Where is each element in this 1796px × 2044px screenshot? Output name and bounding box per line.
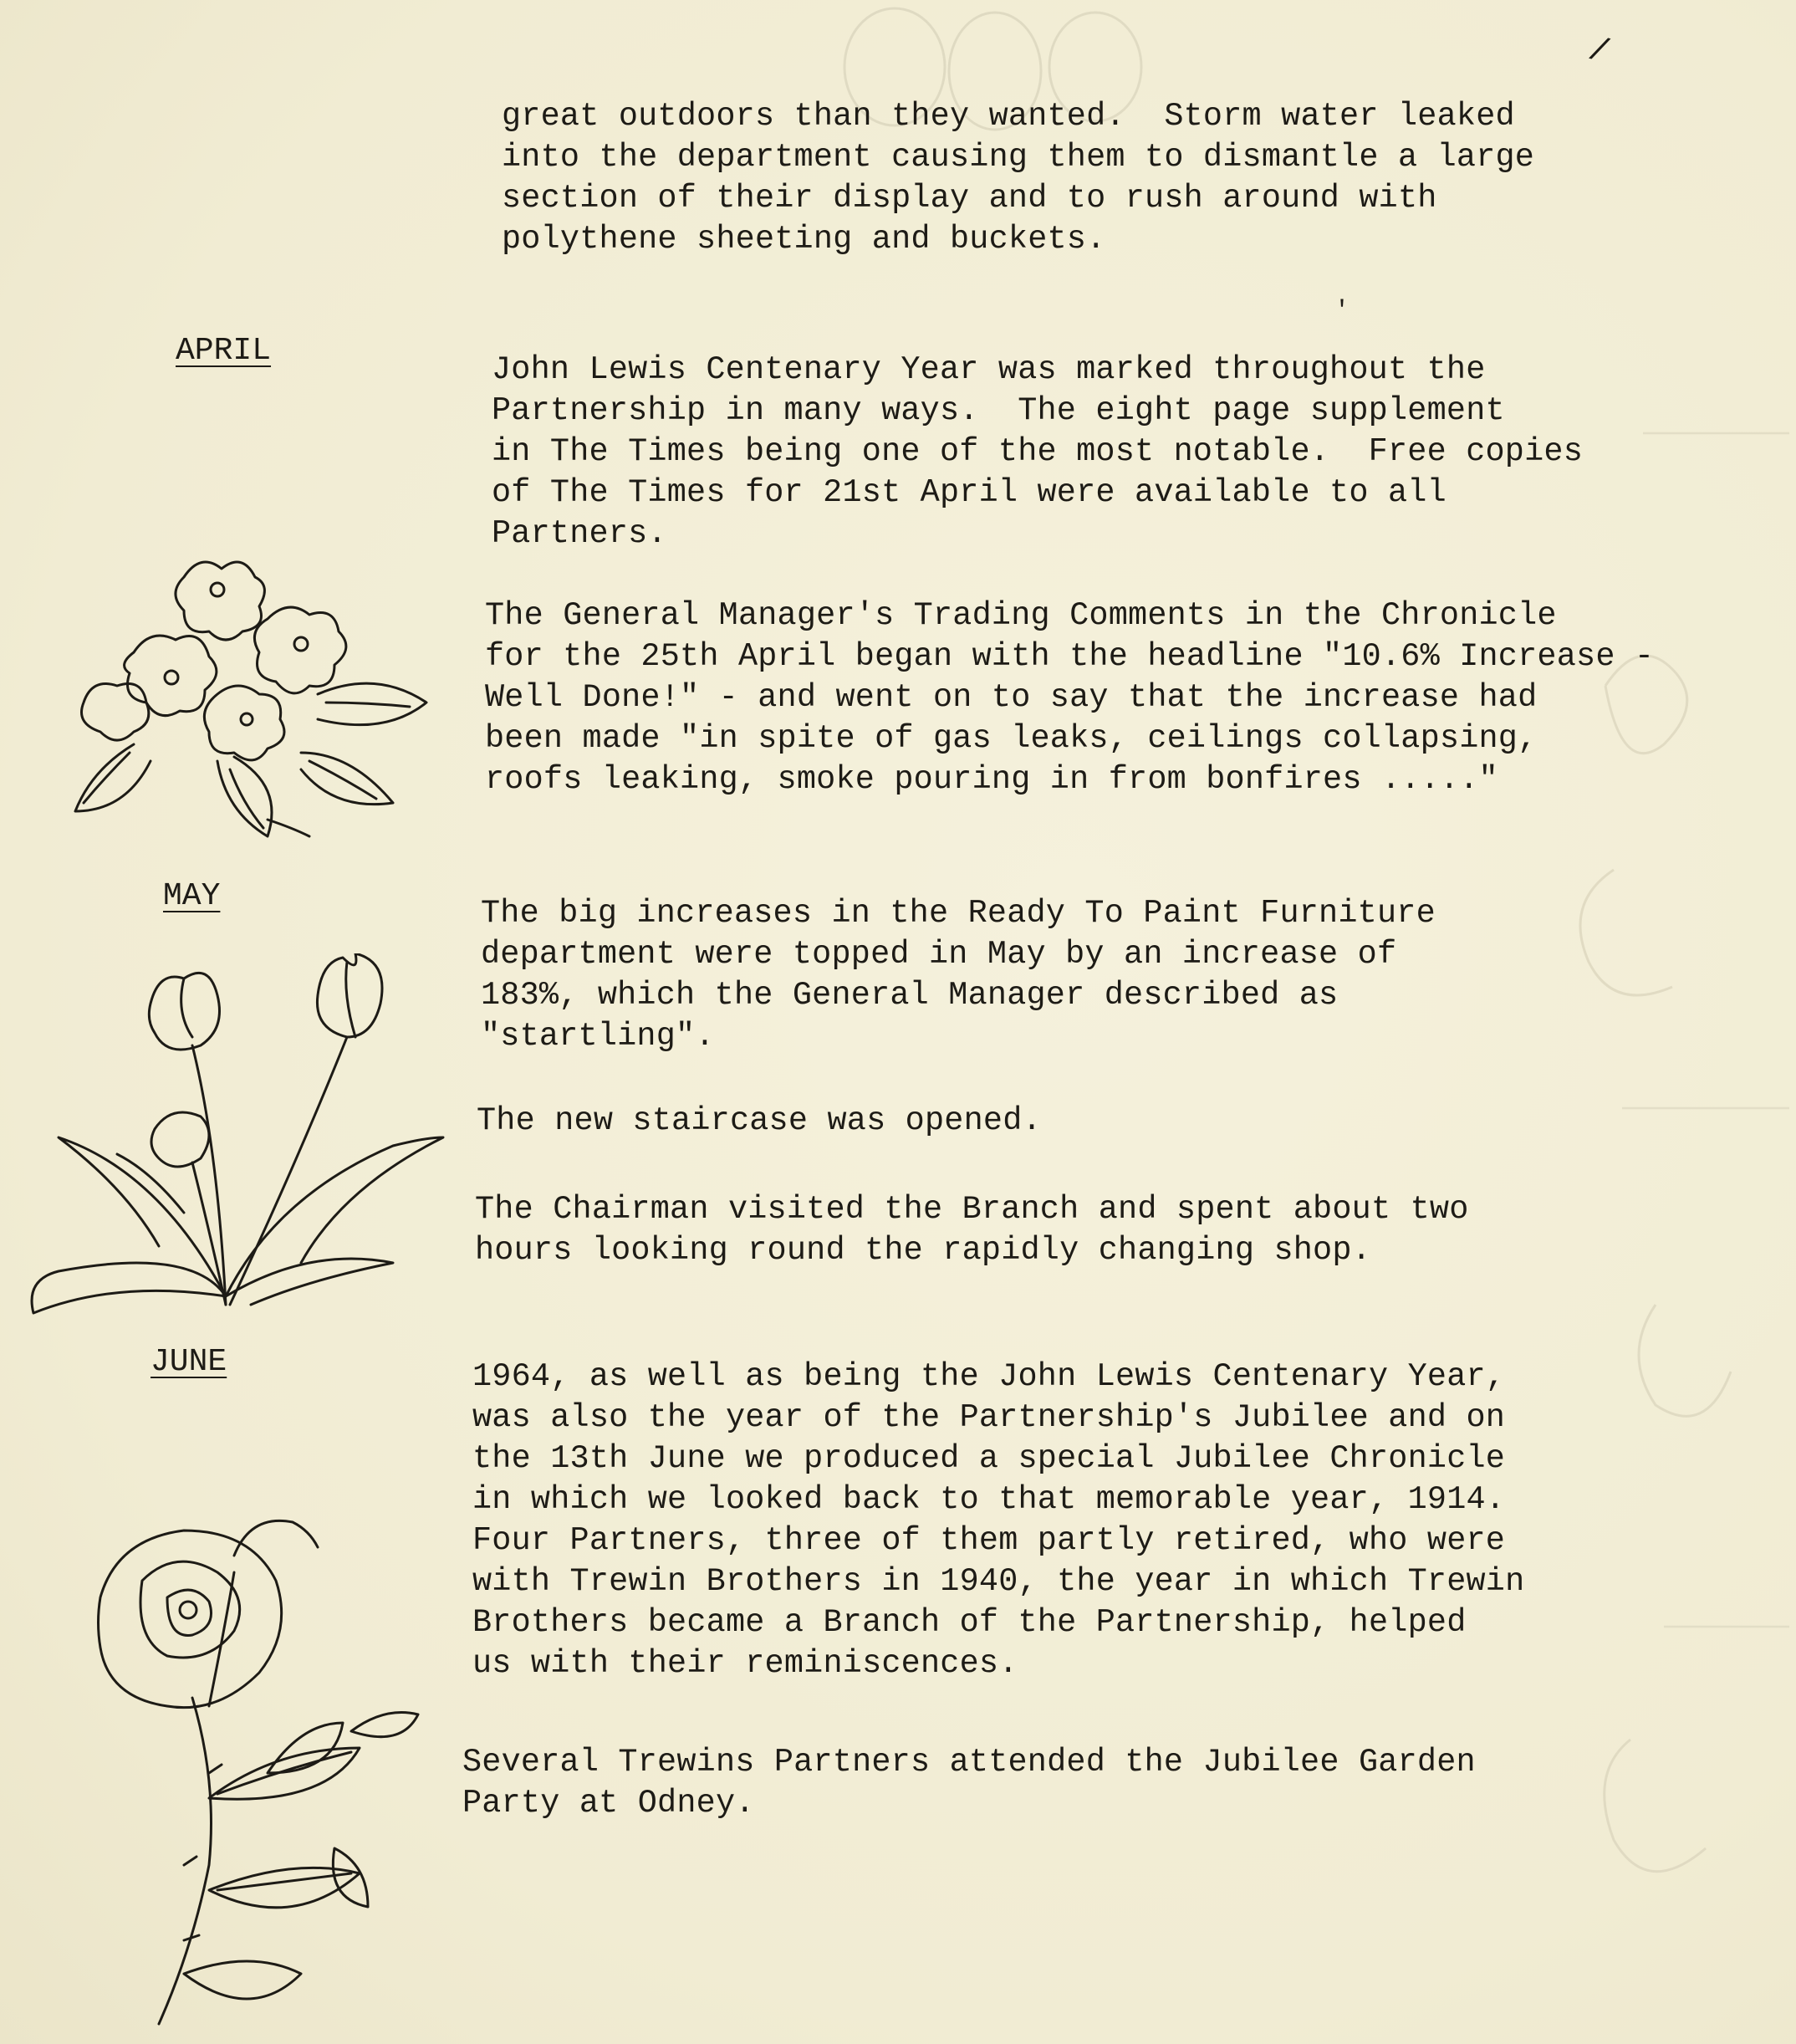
primrose-drawing-icon: [50, 544, 468, 845]
june-paragraph-2: Several Trewins Partners attended the Jubilee Garden Party at Odney.: [462, 1744, 1476, 1822]
rose-drawing-icon: [50, 1505, 518, 2041]
tulip-drawing-icon: [17, 953, 452, 1321]
april-paragraph-1: John Lewis Centenary Year was marked throughout the Partnership in many ways. The eight page supplement in The Times being one of the most notable. Free copies of The Times for 21st April were available to all Partners.: [492, 351, 1584, 552]
may-paragraph-3: The Chairman visited the Branch and spent about two hours looking round the rapidly changing shop.: [475, 1191, 1469, 1269]
intro-paragraph: great outdoors than they wanted. Storm water leaked into the department causing them to dismantle a large section of their display and to rush around with polythene sheeting and buckets.: [502, 98, 1535, 258]
may-paragraph-1: The big increases in the Ready To Paint Furniture department were topped in May by an increase of 183%, which the General Manager described as "startling".: [481, 895, 1436, 1055]
month-heading-may: MAY: [163, 878, 221, 914]
june-paragraph-1: 1964, as well as being the John Lewis Centenary Year, was also the year of the Partnership's Jubilee and on the 13th June we produced a special Jubilee Chronicle in which we looked back to that memorable year, 1914. Four Partners, three of them partly retired, who were with Trewin Brothers in 1940, the year in which Trewin Brothers became a Branch of the Partnership, helped us with their reminiscences.: [472, 1358, 1525, 1682]
month-heading-april: APRIL: [176, 333, 272, 369]
may-paragraph-2: The new staircase was opened.: [477, 1102, 1042, 1139]
month-heading-june: JUNE: [151, 1344, 227, 1380]
stray-mark: ': [1334, 297, 1350, 325]
april-paragraph-2: The General Manager's Trading Comments in the Chronicle for the 25th April began with the headline "10.6% Increase - Well Done!" - and went on to say that the increase had been made "in spite of gas leaks, ceilings collapsing, roofs leaking, smoke pouring in from bonfires .....": [485, 597, 1655, 798]
tick-mark: /: [1584, 31, 1614, 74]
